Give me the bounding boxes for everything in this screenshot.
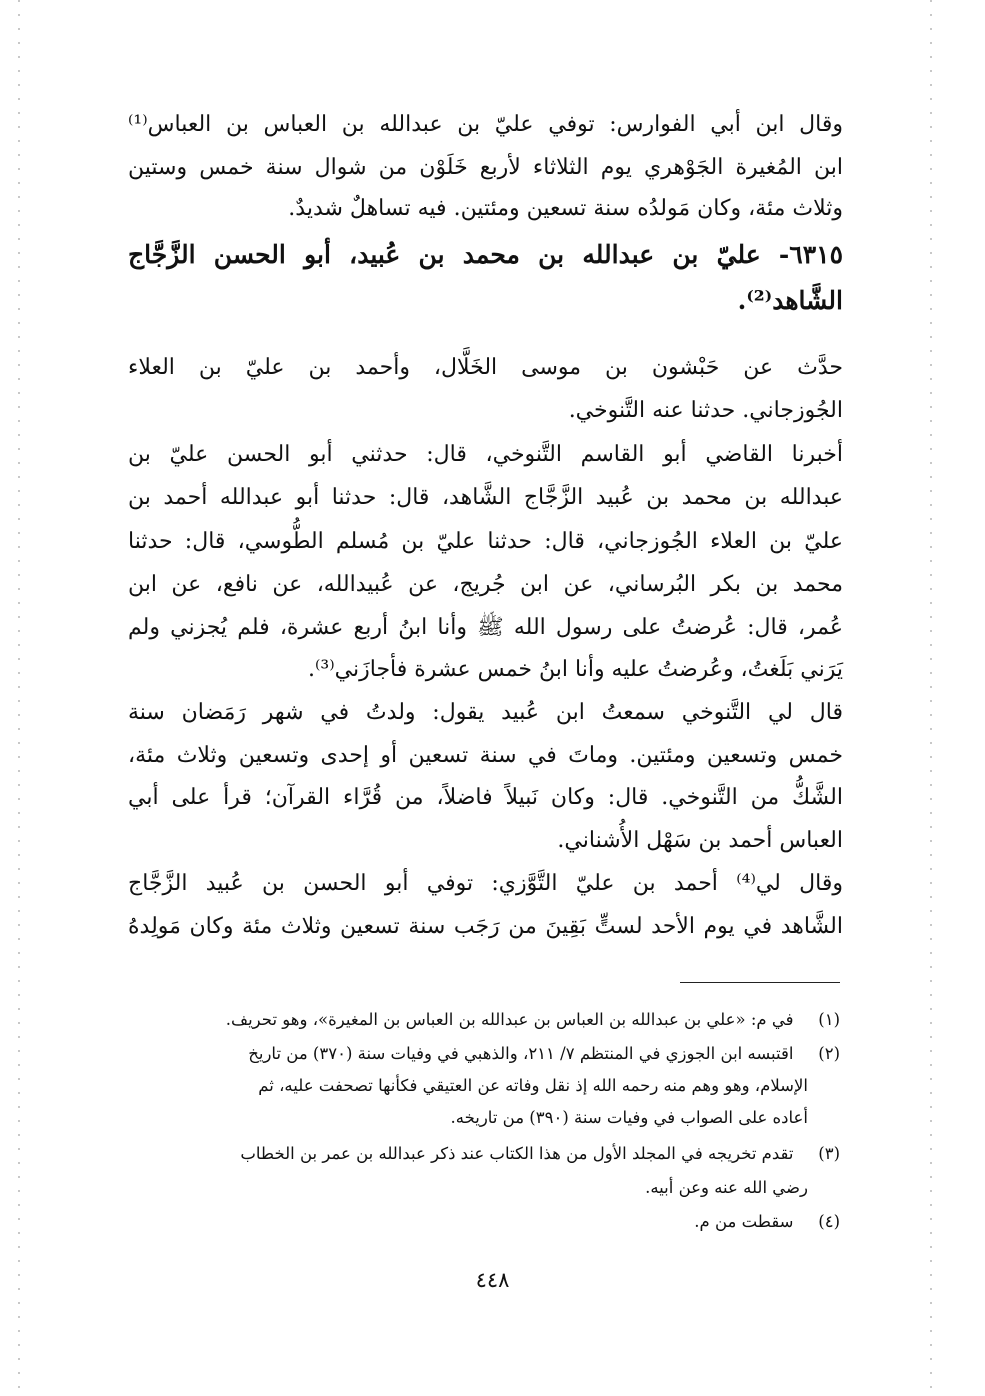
body-line: الشَّكُّ من التَّنوخي. قال: وكان نَبيلاً فاضلاً، من قُرَّاء القرآن؛ قرأ على أبي xyxy=(128,785,843,810)
body-line: وقال لي⁽⁴⁾ أحمد بن عليّ التَّوَّزي: توفي أبو الحسن بن عُبيد الزَّجَّاج xyxy=(128,871,844,896)
body-line: حدَّث عن حَبْشون بن موسى الخَلَّال، وأحمد بن عليّ بن العلاء xyxy=(128,355,843,380)
scan-margin-left xyxy=(18,0,20,1396)
footnote-2 xyxy=(140,1042,840,1066)
scan-margin-right xyxy=(930,0,932,1396)
footnote-text: الإسلام، وهو وهم منه رحمه الله إذ نقل وفاته عن العتيقي فكأنها تصحفت عليه، ثم xyxy=(258,1076,808,1095)
entry-heading: الشَّاهد⁽²⁾. xyxy=(737,286,843,315)
body-line: محمد بن بكر البُرساني، عن ابن جُريج، عن عُبيدالله، عن نافع، عن ابن xyxy=(128,572,843,597)
footnote-text: تقدم تخريجه في المجلد الأول من هذا الكتاب عند ذكر عبدالله بن عمر بن الخطاب xyxy=(240,1144,794,1163)
footnote-number: (٤) xyxy=(818,1212,840,1231)
body-line: يَرَني بَلَغتُ، وعُرضتُ عليه وأنا ابنُ خمس عشرة فأجازَني⁽³⁾. xyxy=(308,657,843,682)
footnote-1 xyxy=(140,1008,840,1032)
body-line: قال لي التَّنوخي سمعتُ ابن عُبيد يقول: ولدتُ في شهر رَمَضان سنة xyxy=(128,700,843,725)
footnote-text: أعاده على الصواب في وفيات سنة (٣٩٠) من تاريخه. xyxy=(450,1108,808,1127)
body-line: عُمر، قال: عُرضتُ على رسول الله ﷺ وأنا ابنُ أربع عشرة، فلم يُجزني ولم xyxy=(128,615,843,640)
footnote-text: في م: «علي بن عبدالله بن العباس بن عبدالله بن العباس بن المغيرة»، وهو تحريف. xyxy=(225,1010,794,1029)
footnote-4 xyxy=(140,1210,840,1234)
body-line: الجُوزجاني. حدثنا عنه التَّنوخي. xyxy=(568,398,843,423)
body-line: العباس أحمد بن سَهْل الأُشناني. xyxy=(557,828,843,853)
footnote-number: (٢) xyxy=(818,1044,840,1063)
footnote-number: (١) xyxy=(818,1010,840,1029)
body-line: وقال ابن أبي الفوارس: توفي عليّ بن عبدالله بن العباس بن العباس⁽¹⁾ xyxy=(128,112,843,137)
body-line: أخبرنا القاضي أبو القاسم التَّنوخي، قال: حدثني أبو الحسن عليّ بن xyxy=(128,442,843,467)
page-number: ٤٤٨ xyxy=(475,1268,510,1292)
footnote-text: رضي الله عنه وعن أبيه. xyxy=(645,1178,808,1197)
entry-heading: ٦٣١٥- عليّ بن عبدالله بن محمد بن عُبيد، أبو الحسن الزَّجَّاج xyxy=(128,240,843,269)
footnote-text: اقتبسه ابن الجوزي في المنتظم ٧/ ٢١١، والذهبي في وفيات سنة (٣٧٠) من تاريخ xyxy=(248,1044,794,1063)
body-line: ابن المُغيرة الجَوْهري يوم الثلاثاء لأربع خَلَوْن من شوال سنة خمس وستين xyxy=(128,155,843,180)
body-line: عليّ بن العلاء الجُوزجاني، قال: حدثنا عليّ بن مُسلم الطُّوسي، قال: حدثنا xyxy=(128,529,843,554)
footnote-text: سقطت من م. xyxy=(694,1212,794,1231)
body-line: خمس وتسعين ومئتين. وماتَ في سنة تسعين أو إحدى وتسعين وثلاث مئة، xyxy=(128,743,843,768)
body-line: عبدالله بن محمد بن عُبيد الزَّجَّاج الشَّاهد، قال: حدثنا أبو عبدالله أحمد بن xyxy=(128,485,843,510)
body-line: وثلاث مئة، وكان مَولدُه سنة تسعين ومئتين. فيه تساهلٌ شديدٌ. xyxy=(288,196,843,221)
footnote-number: (٣) xyxy=(818,1144,840,1163)
body-line: الشَّاهد في يوم الأحد لستٍّ بَقِينَ من رَجَب سنة تسعين وثلاث مئة وكان مَولِدهُ xyxy=(128,914,843,939)
footnote-3 xyxy=(140,1142,840,1166)
footnote-separator xyxy=(680,982,840,983)
